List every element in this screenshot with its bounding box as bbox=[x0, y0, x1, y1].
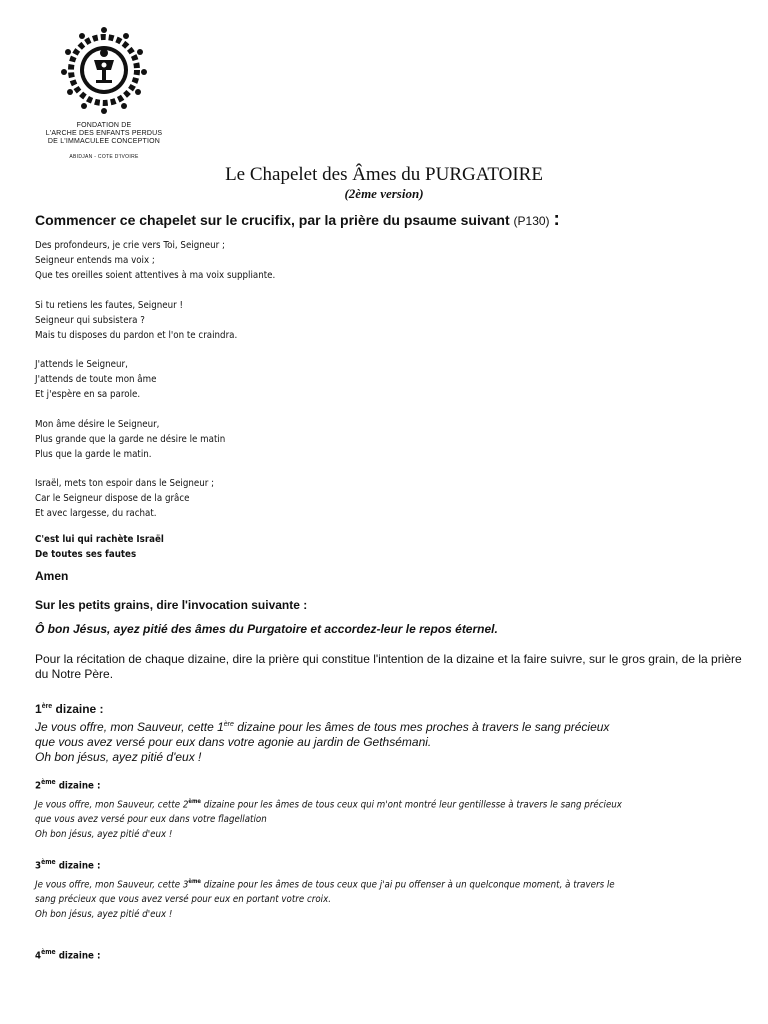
logo-line-1: FONDATION DE bbox=[76, 122, 132, 129]
intro-colon: : bbox=[553, 209, 560, 230]
page-subtitle: (2ème version) bbox=[344, 186, 424, 201]
dizaine-label: dizaine : bbox=[55, 860, 101, 872]
psalm-line: Mais tu disposes du pardon et l'on te craindra. bbox=[35, 329, 238, 341]
psalm-line: Que tes oreilles soient attentives à ma voix suppliante. bbox=[35, 270, 276, 281]
psalm-line: J'attends de toute mon âme bbox=[35, 374, 157, 385]
psalm-line: Si tu retiens les fautes, Seigneur ! bbox=[35, 299, 183, 311]
prayer-line bbox=[35, 794, 622, 812]
prayer-text: Je vous offre, mon Sauveur, cette 2 bbox=[35, 799, 189, 811]
amen-text: Amen bbox=[35, 569, 69, 583]
logo-line-3: DE L'IMMACULEE CONCEPTION bbox=[47, 138, 161, 145]
dizaine-4-heading bbox=[35, 948, 100, 961]
psalm-line: Mon âme désire le Seigneur, bbox=[35, 418, 160, 430]
prayer-text: Je vous offre, mon Sauveur, cette 1 bbox=[35, 720, 224, 734]
dizaine-3-prayer bbox=[35, 874, 615, 922]
dizaine-ordinal: ème bbox=[41, 948, 56, 956]
dizaine-number: 2 bbox=[35, 780, 42, 792]
prayer-text: dizaine pour les âmes de tous ceux que j'ai pu offenser à un quelconque moment, à travers le bbox=[200, 879, 615, 891]
psalm-stanza bbox=[35, 476, 455, 521]
dizaine-1-prayer bbox=[35, 717, 609, 765]
psalm-stanza bbox=[35, 417, 455, 462]
prayer-text: Je vous offre, mon Sauveur, cette 3 bbox=[35, 879, 189, 891]
intro-text: Commencer ce chapelet sur le crucifix, par la prière du psaume suivant bbox=[35, 212, 510, 228]
psalm-line: Et j'espère en sa parole. bbox=[35, 389, 141, 400]
invocation-prayer: Ô bon Jésus, ayez pitié des âmes du Purgatoire et accordez-leur le repos éternel. bbox=[35, 622, 498, 636]
prayer-ordinal: ème bbox=[188, 798, 201, 805]
psalm-line: Seigneur entends ma voix ; bbox=[35, 255, 155, 266]
psalm-line: Plus que la garde le matin. bbox=[35, 448, 152, 460]
intro-instruction bbox=[35, 209, 560, 231]
dizaine-ordinal: ème bbox=[41, 778, 56, 786]
psalm-closing bbox=[35, 532, 455, 562]
dizaine-2-prayer bbox=[35, 794, 622, 842]
small-grains-instruction: Sur les petits grains, dire l'invocation suivante : bbox=[35, 598, 308, 612]
foundation-logo bbox=[44, 24, 174, 160]
psalm-text bbox=[35, 238, 455, 562]
psalm-closing-line: De toutes ses fautes bbox=[35, 548, 137, 560]
dizaine-label: dizaine : bbox=[55, 950, 101, 962]
dizaine-1-heading bbox=[35, 702, 104, 716]
prayer-line: sang précieux que vous avez versé pour eux en portant votre croix. bbox=[35, 894, 332, 906]
prayer-text: dizaine pour les âmes de tous ceux qui m'ont montré leur gentillesse à travers le sang précieux bbox=[200, 799, 622, 811]
psalm-line: Plus grande que la garde ne désire le matin bbox=[35, 433, 226, 445]
psalm-line: Israël, mets ton espoir dans le Seigneur ; bbox=[35, 478, 215, 489]
prayer-line bbox=[35, 874, 615, 892]
dizaine-number: 1 bbox=[35, 702, 42, 716]
foundation-emblem-icon bbox=[56, 24, 152, 116]
dizaine-ordinal: ème bbox=[41, 858, 56, 866]
prayer-line: Oh bon jésus, ayez pitié d'eux ! bbox=[35, 750, 202, 764]
dizaine-ordinal: ère bbox=[41, 703, 53, 710]
dizaine-number: 4 bbox=[35, 950, 42, 962]
psalm-stanza bbox=[35, 298, 455, 343]
prayer-ordinal: ème bbox=[188, 878, 201, 885]
prayer-line: que vous avez versé pour eux dans votre agonie au jardin de Gethsémani. bbox=[35, 735, 432, 749]
dizaine-number: 3 bbox=[35, 860, 42, 872]
psalm-reference: (P130) bbox=[513, 214, 550, 228]
psalm-line: J'attends le Seigneur, bbox=[35, 359, 128, 370]
dizaine-3-heading bbox=[35, 858, 100, 871]
prayer-text: dizaine pour les âmes de tous mes proches à travers le sang précieux bbox=[233, 720, 610, 734]
page-title: Le Chapelet des Âmes du PURGATOIRE bbox=[225, 164, 543, 185]
prayer-line bbox=[35, 717, 609, 735]
prayer-line: que vous avez versé pour eux dans votre flagellation bbox=[35, 814, 267, 826]
psalm-line: Seigneur qui subsistera ? bbox=[35, 314, 145, 326]
psalm-stanza bbox=[35, 238, 455, 283]
prayer-line: Oh bon jésus, ayez pitié d'eux ! bbox=[35, 909, 173, 921]
logo-line-2: L'ARCHE DES ENFANTS PERDUS bbox=[45, 130, 163, 137]
prayer-ordinal: ère bbox=[223, 721, 234, 728]
prayer-line: Oh bon jésus, ayez pitié d'eux ! bbox=[35, 829, 173, 841]
dizaine-label: dizaine : bbox=[55, 780, 101, 792]
dizaine-label: dizaine : bbox=[52, 702, 104, 716]
recitation-instruction: Pour la récitation de chaque dizaine, dire la prière qui constitue l'intention de la dizaine et la faire suivre, sur le gros grain, de la prière du Notre Père. bbox=[35, 652, 742, 681]
dizaine-2-heading bbox=[35, 778, 100, 791]
psalm-line: Et avec largesse, du rachat. bbox=[35, 508, 157, 519]
psalm-closing-line: C'est lui qui rachète Israël bbox=[35, 533, 164, 545]
psalm-stanza bbox=[35, 357, 455, 402]
logo-location: ABIDJAN - COTE D'IVOIRE bbox=[69, 154, 139, 160]
psalm-line: Des profondeurs, je crie vers Toi, Seigneur ; bbox=[35, 240, 225, 251]
psalm-line: Car le Seigneur dispose de la grâce bbox=[35, 493, 190, 504]
